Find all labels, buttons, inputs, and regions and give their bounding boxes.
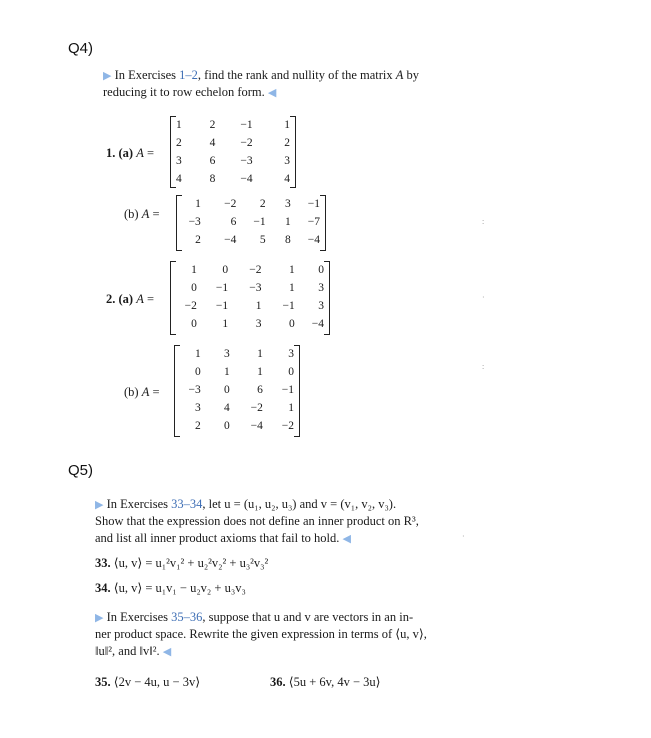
q5-p2-line3-wrap	[95, 642, 171, 661]
matrix-cell: −7	[307, 216, 320, 228]
matrix-cell: 0	[191, 318, 197, 330]
q4-intro-post: , find the rank and nullity of the matrix	[197, 68, 396, 82]
ex2a-var: A	[136, 292, 144, 306]
matrix-row	[182, 213, 320, 231]
ex36-expression: ⟨5u + 6v, 4v − 3u⟩	[288, 675, 381, 689]
matrix-cell: 8	[209, 173, 216, 185]
matrix-cell: 2	[195, 234, 201, 246]
matrix-cell: −4	[307, 234, 320, 246]
matrix-row	[176, 152, 290, 170]
matrix-cell: 1	[223, 366, 230, 378]
matrix-cell: 1	[289, 264, 295, 276]
ex2a-eq: =	[143, 292, 155, 306]
triangle-right-icon: ▶	[95, 499, 104, 511]
ex2a-label	[106, 292, 154, 307]
matrix-1b	[176, 195, 326, 251]
q5-p1-line3: and list all inner product axioms that fail to hold.	[95, 531, 340, 545]
q4-label: Q4)	[68, 40, 94, 57]
matrix-cell: 2	[259, 198, 266, 210]
matrix-cell: 2	[194, 420, 201, 432]
matrix-row	[176, 297, 324, 315]
triangle-left-icon: ◀	[162, 646, 172, 658]
matrix-cell: −1	[307, 198, 320, 210]
matrix-cell: 1	[191, 264, 197, 276]
triangle-right-icon: ▶	[95, 612, 104, 624]
matrix-row	[176, 170, 290, 188]
triangle-right-icon: ▶	[103, 70, 112, 82]
triangle-left-icon: ◀	[267, 87, 277, 99]
matrix-cell: −1	[215, 282, 229, 294]
ex1a-number: 1. (a)	[106, 146, 137, 160]
matrix-cell: −1	[215, 300, 229, 312]
matrix-cell: −2	[184, 300, 197, 312]
matrix-cell: 6	[230, 216, 237, 228]
ex2b-var: A	[141, 385, 150, 399]
ex35-expression: ⟨2v − 4u, u − 3v⟩	[113, 675, 201, 689]
scan-speck: :	[482, 217, 485, 226]
matrix-cell: −2	[249, 264, 262, 276]
matrix-cell: 4	[284, 173, 290, 185]
scan-speck: ·	[462, 532, 465, 541]
matrix-cell: −2	[281, 420, 294, 432]
matrix-row	[176, 134, 290, 152]
matrix-cell: 1	[257, 348, 263, 360]
matrix-row	[180, 381, 294, 399]
matrix-cell: 2	[176, 137, 182, 149]
matrix-row	[176, 315, 324, 333]
matrix-cell: 1	[284, 216, 291, 228]
ex1a-var: A	[136, 146, 144, 160]
ex35-number: 35.	[95, 675, 111, 689]
matrix-cell: −2	[250, 402, 263, 414]
matrix-cell: 6	[257, 384, 263, 396]
matrix-cell: 4	[223, 402, 230, 414]
ex1b-number: (b)	[124, 207, 142, 221]
matrix-cell: −1	[281, 384, 294, 396]
matrix-cell: 3	[223, 348, 230, 360]
ex35	[95, 673, 200, 691]
matrix-cell: 3	[284, 155, 290, 167]
matrix-cell: 4	[176, 173, 182, 185]
q5-p1-line3-wrap	[95, 529, 351, 548]
matrix-cell: 2	[284, 137, 290, 149]
ex36	[270, 673, 381, 691]
ex33	[95, 554, 268, 572]
matrix-cell: 6	[209, 155, 216, 167]
ex34	[95, 579, 246, 597]
scan-speck: :	[482, 362, 485, 371]
matrix-cell: −4	[240, 173, 253, 185]
matrix-cell: 5	[259, 234, 266, 246]
matrix-cell: 1	[194, 348, 201, 360]
matrix-cell: 0	[318, 264, 324, 276]
matrix-cell: −4	[311, 318, 324, 330]
ex33-expression: ⟨u, v⟩ = u₁²v₁² + u₂²v₂² + u₃²v₃²	[113, 556, 269, 570]
matrix-row	[180, 417, 294, 435]
ex2b-label	[124, 385, 160, 400]
matrix-row	[182, 195, 320, 213]
matrix-cell: 3	[284, 198, 291, 210]
matrix-cell: 1	[176, 119, 182, 131]
exercise-link-1-2[interactable]: 1–2	[179, 68, 198, 82]
matrix-cell: −3	[249, 282, 262, 294]
matrix-cell: 1	[195, 198, 201, 210]
matrix-cell: −4	[250, 420, 263, 432]
matrix-cell: 1	[255, 300, 262, 312]
matrix-cell: 3	[288, 348, 294, 360]
ex1b-eq: =	[149, 207, 160, 221]
matrix-cell: −3	[188, 384, 201, 396]
matrix-cell: 4	[209, 137, 216, 149]
matrix-cell: −1	[240, 119, 253, 131]
matrix-cell: 3	[176, 155, 182, 167]
q5-p2-pre: In Exercises	[106, 610, 172, 624]
q4-intro-end: by	[403, 68, 420, 82]
matrix-row	[176, 116, 290, 134]
q5-p1-post: , let u = (u₁, u₂, u₃) and v = (v₁, v₂, v₃).	[202, 497, 397, 511]
matrix-2a	[170, 261, 330, 335]
ex34-expression: ⟨u, v⟩ = u₁v₁ − u₂v₂ + u₃v₃	[113, 581, 246, 595]
matrix-cell: 1	[284, 119, 290, 131]
matrix-cell: 0	[223, 420, 230, 432]
matrix-cell: −2	[224, 198, 237, 210]
matrix-cell: 3	[318, 282, 324, 294]
matrix-cell: 0	[288, 366, 294, 378]
matrix-cell: 2	[209, 119, 216, 131]
triangle-left-icon: ◀	[342, 533, 351, 545]
q5-p1-line2: Show that the expression does not define an inner product on R³,	[95, 514, 419, 528]
matrix-cell: −3	[188, 216, 201, 228]
matrix-cell: 1	[289, 282, 295, 294]
q4-intro-line2	[103, 83, 276, 102]
matrix-cell: 0	[191, 282, 197, 294]
ex2b-number: (b)	[124, 385, 142, 399]
matrix-cell: −1	[282, 300, 295, 312]
q5-label: Q5)	[68, 462, 94, 479]
ex33-number: 33.	[95, 556, 111, 570]
q4-intro-pre: In Exercises	[114, 68, 180, 82]
ex1a-label	[106, 146, 154, 161]
q4-intro-line2-text: reducing it to row echelon form.	[103, 85, 265, 99]
ex1b-label	[124, 207, 160, 222]
scan-speck: ·	[482, 293, 485, 302]
matrix-cell: −4	[224, 234, 237, 246]
ex1a-eq: =	[143, 146, 155, 160]
ex34-number: 34.	[95, 581, 111, 595]
q4-intro-var: A	[395, 68, 404, 82]
matrix-cell: −3	[240, 155, 253, 167]
ex2b-eq: =	[149, 385, 160, 399]
matrix-row	[176, 261, 324, 279]
matrix-row	[176, 279, 324, 297]
matrix-row	[182, 231, 320, 249]
matrix-cell: −1	[253, 216, 266, 228]
q5-p2-line2: ner product space. Rewrite the given expression in terms of ⟨u, v⟩,	[95, 627, 427, 641]
matrix-cell: 3	[255, 318, 262, 330]
matrix-cell: 0	[194, 366, 201, 378]
matrix-row	[180, 399, 294, 417]
q5-p1-pre: In Exercises	[106, 497, 172, 511]
matrix-cell: −2	[240, 137, 253, 149]
matrix-cell: 0	[222, 264, 229, 276]
exercise-link-35-36[interactable]: 35–36	[171, 610, 203, 624]
matrix-cell: 0	[223, 384, 230, 396]
matrix-cell: 8	[284, 234, 291, 246]
matrix-1a	[170, 116, 296, 188]
matrix-cell: 1	[257, 366, 263, 378]
matrix-cell: 1	[288, 402, 294, 414]
matrix-cell: 3	[318, 300, 324, 312]
q5-p2-line3: ‖u‖², and ‖v‖².	[95, 644, 160, 658]
matrix-cell: 3	[194, 402, 201, 414]
ex1b-var: A	[141, 207, 150, 221]
matrix-cell: 0	[289, 318, 295, 330]
q5-p2-post: , suppose that u and v are vectors in an in-	[202, 610, 414, 624]
matrix-row	[180, 345, 294, 363]
matrix-row	[180, 363, 294, 381]
matrix-cell: 1	[222, 318, 229, 330]
ex36-number: 36.	[270, 675, 286, 689]
ex2a-number: 2. (a)	[106, 292, 137, 306]
matrix-2b	[174, 345, 300, 437]
exercise-link-33-34[interactable]: 33–34	[171, 497, 203, 511]
